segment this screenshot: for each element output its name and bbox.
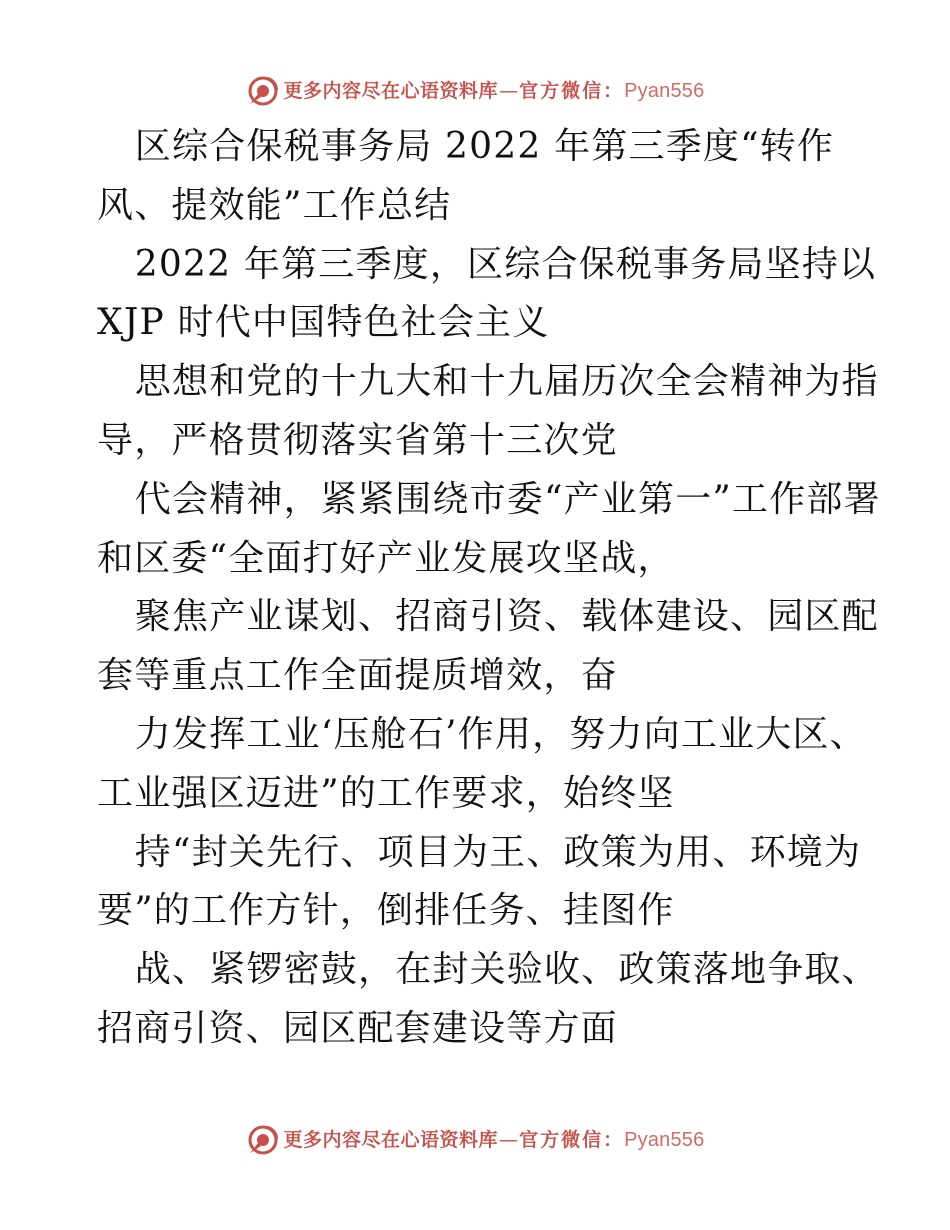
pen-logo-icon	[246, 1123, 280, 1157]
banner-separator: —	[499, 1128, 519, 1151]
footer-banner	[0, 1120, 950, 1160]
banner-main-text: 更多内容尽在心语资料库	[283, 1128, 499, 1151]
document-paragraph: 思想和党的十九大和十九届历次全会精神为指导，严格贯彻落实省第十三次党	[97, 361, 879, 461]
banner-main-text: 更多内容尽在心语资料库	[283, 79, 499, 102]
document-paragraph: 2022 年第三季度，区综合保税事务局坚持以 XJP 时代中国特色社会主义	[97, 243, 877, 344]
header-banner	[0, 71, 950, 111]
banner-wechat-id: Pyan556	[624, 1129, 705, 1151]
document-paragraph: 代会精神，紧紧围绕市委“产业第一”工作部署和区委“全面打好产业发展攻坚战，	[97, 478, 881, 579]
document-paragraph: 力发挥工业‘压舱石’作用，努力向工业大区、工业强区迈进”的工作要求，始终坚	[97, 713, 867, 814]
banner-separator: —	[499, 79, 519, 102]
document-paragraph: 聚焦产业谋划、招商引资、载体建设、园区配套等重点工作全面提质增效，奋	[97, 596, 879, 697]
document-title: 区综合保税事务局 2022 年第三季度“转作风、提效能”工作总结	[97, 126, 835, 226]
banner-wechat-id: Pyan556	[624, 80, 705, 102]
header-banner-text	[284, 81, 705, 101]
document-paragraph: 持“封关先行、项目为王、政策为用、环境为要”的工作方针，倒排任务、挂图作	[97, 831, 862, 932]
document-body	[97, 118, 897, 1059]
footer-banner-text	[284, 1130, 705, 1150]
banner-wechat-label: 官方微信：	[519, 79, 625, 102]
document-paragraph: 战、紧锣密鼓，在封关验收、政策落地争取、招商引资、园区配套建设等方面	[97, 949, 879, 1049]
pen-logo-icon	[246, 74, 280, 108]
banner-wechat-label: 官方微信：	[519, 1128, 625, 1151]
